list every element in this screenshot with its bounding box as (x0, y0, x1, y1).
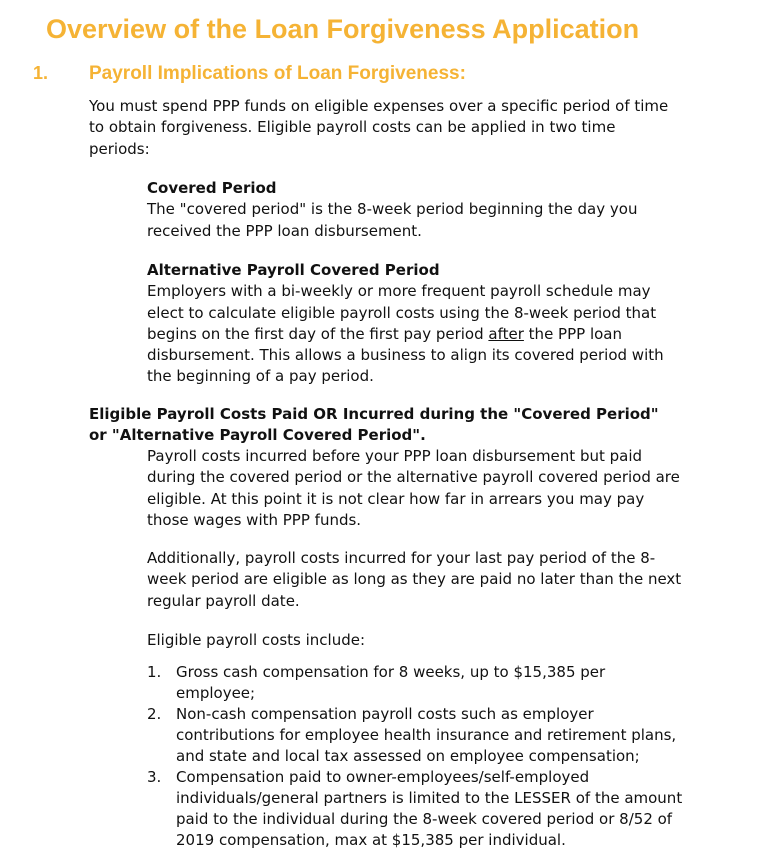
covered-period-line: The "covered period" is the 8-week period beginning the day you (147, 200, 638, 219)
alternative-period-line: the beginning of a pay period. (147, 367, 374, 386)
list-item-line: employee; (176, 684, 256, 702)
eligible-line: those wages with PPP funds. (147, 510, 362, 529)
additional-line: week period are eligible as long as they are paid no later than the next (147, 570, 682, 589)
eligible-line: Payroll costs incurred before your PPP loan disbursement but paid (147, 447, 643, 465)
section-title: Payroll Implications of Loan Forgiveness: (89, 63, 466, 84)
eligible-heading-line: or "Alternative Payroll Covered Period". (89, 426, 426, 445)
list-item-line: 2019 compensation, max at $15,385 per individual. (176, 831, 566, 849)
eligible-heading (89, 404, 659, 447)
list-item-line: contributions for employee health insurance and retirement plans, (176, 726, 677, 744)
list-item-number: 1. (147, 663, 162, 681)
intro-line: periods: (89, 139, 150, 158)
list-item-line: individuals/general partners is limited to the LESSER of the amount (176, 789, 683, 807)
list-item-line: Compensation paid to owner-employees/self-employed (176, 768, 590, 786)
list-item-number: 3. (147, 768, 162, 786)
alternative-period-text: begins on the first day of the first pay period (147, 324, 489, 343)
include-label: Eligible payroll costs include: (147, 631, 365, 649)
after-emphasis: after (488, 324, 524, 343)
covered-period-block (147, 178, 637, 242)
alternative-period-line (147, 324, 664, 345)
alternative-period-line: Employers with a bi-weekly or more frequent payroll schedule may (147, 282, 651, 301)
eligible-line: eligible. At this point it is not clear how far in arrears you may pay (147, 489, 645, 508)
covered-period-heading: Covered Period (147, 179, 277, 197)
alternative-period-line: elect to calculate eligible payroll costs using the 8-week period that (147, 303, 657, 322)
list-item-line: and state and local tax assessed on employee compensation; (176, 747, 640, 765)
page-title: Overview of the Loan Forgiveness Application (46, 14, 640, 44)
alternative-period-text: the PPP loan (523, 324, 623, 343)
intro-line: to obtain forgiveness. Eligible payroll costs can be applied in two time (89, 118, 616, 137)
list-item-line: Gross cash compensation for 8 weeks, up to $15,385 per (176, 663, 606, 681)
alternative-period-block (147, 260, 664, 388)
eligible-paragraph (147, 446, 680, 531)
alternative-period-heading: Alternative Payroll Covered Period (147, 261, 440, 279)
additional-line: Additionally, payroll costs incurred for your last pay period of the 8- (147, 549, 656, 567)
list-item (147, 704, 682, 767)
intro-line: You must spend PPP funds on eligible expenses over a specific period of time (89, 97, 669, 115)
list-item (147, 662, 682, 704)
eligible-costs-list (147, 662, 682, 851)
section-number: 1. (33, 63, 49, 83)
list-item-line: paid to the individual during the 8-week covered period or 8/52 of (176, 810, 673, 828)
covered-period-line: received the PPP loan disbursement. (147, 221, 422, 240)
list-item-line: Non-cash compensation payroll costs such as employer (176, 705, 594, 723)
intro-paragraph (89, 96, 668, 160)
list-item-number: 2. (147, 705, 162, 723)
list-item (147, 767, 682, 851)
additional-paragraph (147, 548, 681, 612)
eligible-heading-line: Eligible Payroll Costs Paid OR Incurred during the "Covered Period" (89, 405, 659, 423)
eligible-line: during the covered period or the alternative payroll covered period are (147, 468, 680, 487)
additional-line: regular payroll date. (147, 591, 300, 610)
alternative-period-line: disbursement. This allows a business to align its covered period with (147, 346, 664, 365)
